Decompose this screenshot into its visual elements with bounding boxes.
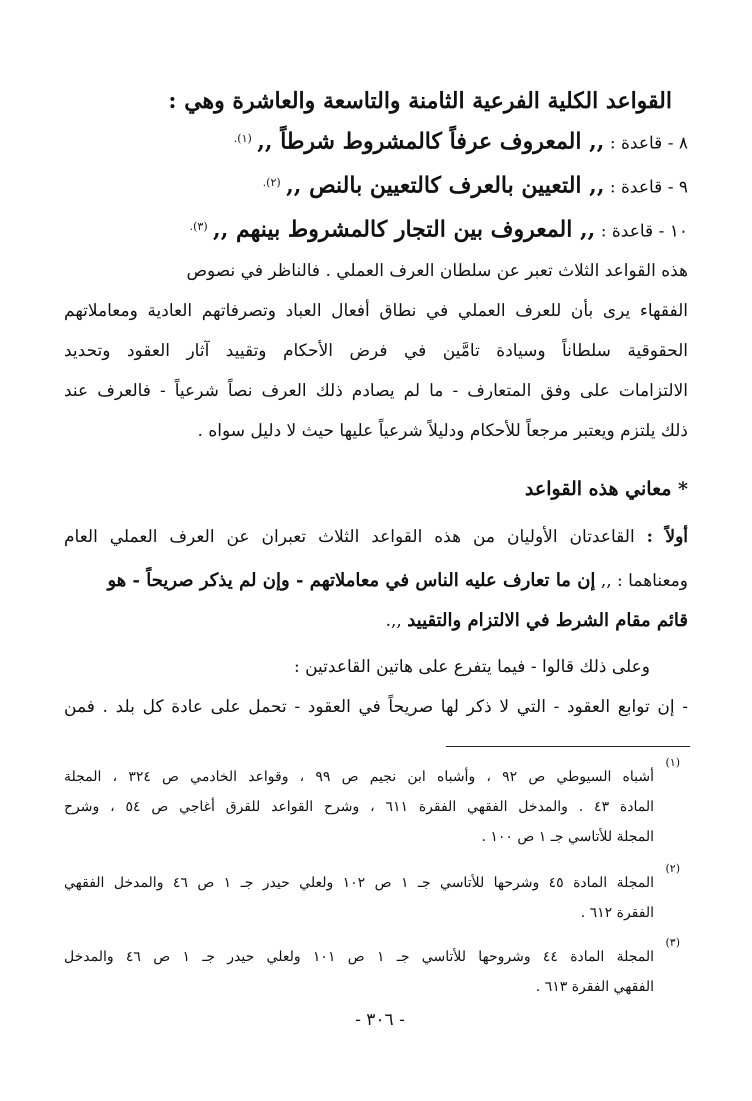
first-point-line-3: [386, 606, 688, 636]
footnote-divider: [446, 746, 690, 747]
footnote-ref: (٣).: [189, 220, 208, 233]
footnote-ref: (١).: [233, 132, 252, 145]
first-point-line: [64, 522, 688, 552]
paragraph-line: الفقهاء يرى بأن للعرف العملي في نطاق أفعال العباد وتصرفاتهم العادية ومعاملاتهم: [64, 301, 688, 321]
footnote-line: الفقهي الفقرة ٦١٣ .: [535, 979, 654, 995]
rule-10: [190, 212, 688, 247]
rule-9: [263, 168, 688, 203]
rule-8: [234, 124, 688, 159]
meaning-bold: إن ما تعارف عليه الناس في معاملاتهم - وإن لم يذكر صريحاً - هو: [107, 570, 596, 591]
footnote-line: المجلة للأتاسي جـ ١ ص ١٠٠ .: [481, 829, 654, 845]
intro-heading: القواعد الكلية الفرعية الثامنة والتاسعة والعاشرة وهي :: [168, 88, 672, 114]
first-label: أولاً :: [646, 527, 689, 547]
rule-text: ,, التعيين بالعرف كالتعيين بالنص ,,: [286, 172, 605, 199]
footnote-ref: (٢).: [262, 176, 281, 189]
footnote-line: المجلة المادة ٤٤ وشروحها للأتاسي جـ ١ ص ١٠١ ولعلي حيدر جـ ١ ص ٤٦ والمدخل: [64, 949, 655, 965]
paragraph-line: الحقوقية سلطاناً وسيادة تامَّين في فرض الأحكام وتقييد آثار العقود وتحديد: [64, 341, 688, 361]
footnote-line: المادة ٤٣ . والمدخل الفقهي الفقرة ٦١١ ، وشرح القواعد للقرق أغاجي ص ٥٤ ، وشرح: [64, 799, 655, 815]
paragraph-line: الالتزامات على وفق المتعارف - ما لم يصادم ذلك العرف نصاً شرعياً - فالعرف عند: [64, 381, 688, 401]
rule-number: ٩ - قاعدة :: [609, 177, 688, 198]
rule-text: ,, المعروف عرفاً كالمشروط شرطاً ,,: [257, 128, 605, 155]
first-point-line-2: [64, 566, 688, 596]
footnote-number: (١): [665, 756, 680, 769]
meaning-bold-end: قائم مقام الشرط في الالتزام والتقييد: [407, 610, 688, 631]
footnote-line: المجلة المادة ٤٥ وشرحها للأتاسي جـ ١ ص ١٠٢ ولعلي حيدر جـ ١ ص ٤٦ والمدخل الفقهي: [64, 875, 654, 891]
rule-number: ١٠ - قاعدة :: [600, 221, 688, 242]
footnote-number: (٣): [665, 936, 680, 949]
final-line: - إن توابع العقود - التي لا ذكر لها صريحاً في العقود - تحمل على عادة كل بلد . فمن: [64, 697, 688, 717]
upon-that-line: وعلى ذلك قالوا - فيما يتفرع على هاتين القاعدتين :: [293, 657, 650, 677]
section-heading: * معاني هذه القواعد: [524, 478, 688, 500]
paragraph-line: ذلك يلتزم ويعتبر مرجعاً للأحكام ودليلاً شرعياً عليها حيث لا دليل سواه .: [197, 421, 688, 441]
footnote-line: أشباه السيوطي ص ٩٢ ، وأشباه ابن نجيم ص ٩٩ ، وقواعد الخادمي ص ٣٢٤ ، المجلة: [64, 769, 654, 785]
meaning-close: ,,.: [385, 611, 408, 631]
paragraph-line: هذه القواعد الثلاث تعبر عن سلطان العرف العملي . فالناظر في نصوص: [186, 261, 688, 281]
rule-text: ,, المعروف بين التجار كالمشروط بينهم ,,: [213, 216, 596, 243]
footnote-number: (٢): [665, 862, 680, 875]
footnote-line: الفقرة ٦١٢ .: [580, 905, 654, 921]
page-number: - ٣٠٦ -: [355, 1010, 405, 1030]
rule-number: ٨ - قاعدة :: [609, 133, 688, 154]
meaning-intro: ومعناهما : ,,: [600, 571, 688, 591]
first-text: القاعدتان الأوليان من هذه القواعد الثلاث تعبران عن العرف العملي العام: [64, 527, 635, 547]
